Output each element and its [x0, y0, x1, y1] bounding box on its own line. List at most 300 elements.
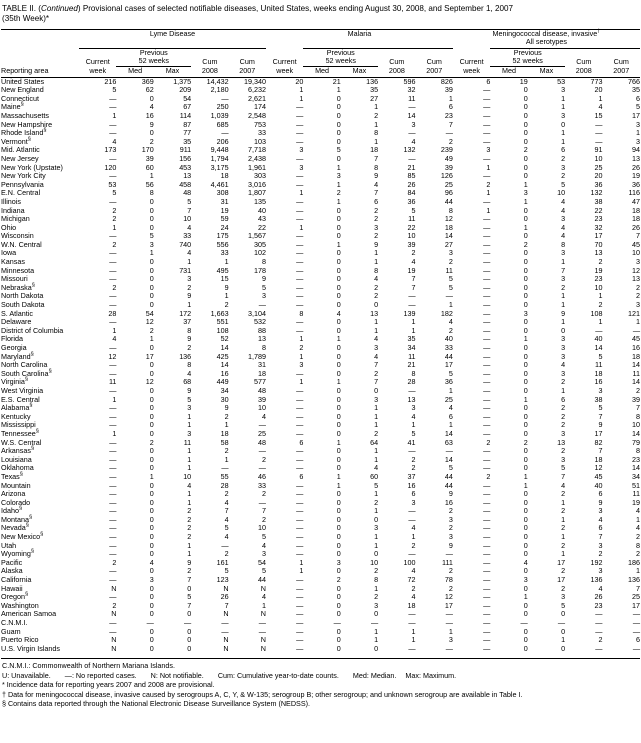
data-cell: —: [258, 497, 266, 507]
week-label-malaria: week: [276, 66, 294, 75]
data-cell: 1: [374, 454, 379, 464]
data-cell: 7: [561, 471, 566, 481]
data-cell: 2: [374, 566, 379, 576]
data-cell: 0: [336, 489, 341, 499]
data-cell: 3: [448, 514, 453, 524]
data-cell: —: [296, 411, 304, 421]
data-cell: 5: [598, 403, 603, 413]
data-cell: 7,718: [247, 145, 266, 155]
max-label-lyme: Max: [165, 66, 180, 75]
data-cell: 3: [561, 214, 566, 224]
reporting-area-header: Reporting area: [1, 66, 49, 75]
data-cell: 2: [187, 523, 192, 533]
data-cell: 3: [261, 291, 266, 301]
data-cell: 4: [149, 557, 154, 567]
data-cell: 136: [179, 351, 192, 361]
data-cell: 2: [486, 437, 491, 447]
data-cell: 0: [523, 549, 528, 559]
table-row: [1, 95, 640, 104]
data-cell: 0: [149, 549, 154, 559]
data-cell: —: [109, 454, 117, 464]
data-cell: 37: [407, 471, 416, 481]
data-cell: 8: [261, 343, 266, 352]
data-cell: 2: [149, 136, 154, 146]
data-cell: 1: [448, 626, 453, 636]
data-cell: —: [109, 471, 117, 481]
data-cell: 4: [448, 317, 453, 327]
data-cell: 1,794: [210, 153, 229, 163]
data-cell: 3: [374, 394, 379, 404]
data-cell: 1: [636, 566, 640, 576]
year-label-lyme-2007: 2007: [239, 66, 256, 75]
data-cell: 45: [632, 334, 640, 344]
data-cell: 1: [598, 317, 603, 327]
year-label-malaria-2008: 2008: [388, 66, 405, 75]
data-cell: 2: [561, 446, 566, 456]
data-cell: 1: [523, 480, 528, 490]
data-cell: —: [109, 274, 117, 284]
data-cell: 0: [149, 214, 154, 224]
table-row: [1, 267, 640, 276]
footnote-marker: §: [48, 368, 52, 375]
data-cell: —: [296, 291, 304, 301]
reporting-area-cell: Ohio: [1, 222, 17, 232]
data-cell: 1: [187, 497, 192, 507]
data-cell: 0: [149, 506, 154, 516]
table-row: [1, 121, 640, 130]
data-cell: —: [445, 618, 453, 627]
data-cell: 2: [636, 291, 640, 301]
data-cell: 32: [594, 222, 603, 232]
data-cell: 3: [561, 334, 566, 344]
data-cell: 0: [187, 635, 192, 645]
disease-subname-lyme: [79, 38, 266, 47]
data-cell: 1: [299, 222, 304, 232]
reporting-area-cell: United States: [1, 76, 45, 86]
data-cell: 54: [183, 93, 192, 103]
data-cell: 78: [444, 575, 453, 585]
data-cell: —: [632, 643, 640, 653]
reporting-area-cell: Alabama§: [1, 402, 33, 413]
data-cell: 70: [594, 239, 603, 249]
data-cell: 239: [440, 145, 453, 155]
data-cell: 0: [187, 626, 192, 636]
data-cell: —: [221, 463, 229, 473]
footnote-marker: §: [35, 428, 39, 435]
data-cell: 47: [632, 196, 640, 206]
data-cell: 0: [523, 385, 528, 395]
data-cell: 1: [486, 205, 491, 215]
data-cell: —: [296, 643, 304, 653]
data-cell: 17: [594, 428, 603, 438]
data-cell: 5: [411, 205, 416, 215]
data-cell: 102: [253, 248, 266, 258]
data-cell: 6: [374, 196, 379, 206]
data-cell: 3: [561, 85, 566, 95]
data-cell: 44: [444, 196, 453, 206]
data-cell: 2: [411, 583, 416, 593]
data-cell: 2: [561, 583, 566, 593]
data-cell: 0: [523, 506, 528, 516]
data-cell: 0: [336, 343, 341, 352]
year-label-malaria-2007: 2007: [426, 66, 443, 75]
data-cell: 51: [632, 480, 640, 490]
data-cell: 13: [257, 334, 266, 344]
data-cell: —: [109, 532, 117, 542]
max-label-mening: Max: [539, 66, 554, 75]
data-cell: 5: [224, 523, 229, 533]
data-cell: —: [258, 463, 266, 473]
data-cell: —: [483, 136, 491, 146]
data-cell: 2: [561, 403, 566, 413]
data-cell: 20: [594, 85, 603, 95]
data-cell: 369: [141, 76, 154, 86]
data-cell: —: [483, 557, 491, 567]
data-cell: 2: [374, 231, 379, 241]
data-cell: 4: [187, 368, 192, 378]
data-cell: 7: [448, 119, 453, 129]
data-cell: 2: [561, 489, 566, 499]
data-cell: 0: [336, 446, 341, 456]
cum-label-mening-2007: Cum: [613, 56, 629, 66]
data-cell: 79: [632, 437, 640, 447]
data-cell: 425: [216, 351, 229, 361]
data-cell: 1: [112, 110, 117, 120]
table-row: [1, 438, 640, 447]
table-row: [1, 628, 640, 637]
data-cell: 10: [183, 214, 192, 224]
data-cell: 0: [336, 592, 341, 602]
data-cell: 1: [448, 300, 453, 310]
data-cell: 3: [598, 540, 603, 550]
table-row: [1, 430, 640, 439]
data-cell: 85: [407, 171, 416, 181]
data-cell: 308: [216, 188, 229, 198]
data-cell: 2: [149, 437, 154, 447]
table-row: [1, 619, 640, 628]
data-cell: 52: [220, 334, 229, 344]
table-row: [1, 258, 640, 267]
data-cell: 1: [149, 334, 154, 344]
data-cell: 0: [336, 153, 341, 163]
data-cell: 0: [336, 523, 341, 533]
data-cell: —: [595, 325, 603, 335]
table-row: [1, 249, 640, 258]
data-cell: 2: [374, 110, 379, 120]
data-cell: 17: [557, 557, 566, 567]
data-cell: 7: [261, 506, 266, 516]
data-cell: —: [296, 153, 304, 163]
data-cell: 5: [636, 102, 640, 112]
legend-no-reported: —: No reported cases.: [64, 670, 137, 680]
data-cell: —: [483, 128, 491, 138]
data-cell: 1: [411, 420, 416, 430]
data-cell: 136: [366, 76, 379, 86]
data-cell: 28: [108, 308, 117, 318]
data-cell: 2: [149, 325, 154, 335]
reporting-area-cell: Alaska: [1, 566, 23, 576]
table-row: [1, 567, 640, 576]
reporting-area-cell: Michigan: [1, 214, 30, 224]
data-cell: 100: [403, 557, 416, 567]
data-cell: 4: [187, 222, 192, 232]
data-cell: 0: [523, 119, 528, 129]
data-cell: 84: [407, 188, 416, 198]
data-cell: 1: [112, 222, 117, 232]
data-cell: 911: [179, 145, 192, 155]
data-cell: 123: [216, 575, 229, 585]
table-row: [1, 370, 640, 379]
data-cell: N: [260, 643, 266, 653]
reporting-area-cell: Illinois: [1, 196, 21, 206]
data-cell: 2: [112, 282, 117, 292]
data-cell: 2: [448, 566, 453, 576]
data-cell: 18: [407, 600, 416, 610]
data-cell: —: [483, 592, 491, 602]
data-cell: 4: [261, 411, 266, 421]
data-cell: —: [483, 317, 491, 327]
data-cell: 0: [149, 463, 154, 473]
data-cell: 62: [145, 85, 154, 95]
data-cell: 0: [187, 583, 192, 593]
data-cell: 2: [561, 377, 566, 387]
data-cell: 0: [336, 385, 341, 395]
data-cell: 0: [523, 291, 528, 301]
data-cell: —: [632, 626, 640, 636]
data-cell: 4: [561, 360, 566, 370]
data-cell: 0: [523, 248, 528, 258]
data-cell: 4: [411, 592, 416, 602]
data-cell: 0: [523, 171, 528, 181]
reporting-area-cell: Massachusetts: [1, 110, 49, 120]
data-cell: 5: [561, 179, 566, 189]
legend-med: Med: Median.: [352, 670, 397, 680]
data-cell: 3: [561, 454, 566, 464]
data-cell: 1: [374, 626, 379, 636]
data-cell: 0: [336, 506, 341, 516]
reporting-area-cell: Mid. Atlantic: [1, 145, 40, 155]
data-cell: 5: [336, 145, 341, 155]
data-cell: —: [483, 239, 491, 249]
reporting-area-cell: New York (Upstate): [1, 162, 63, 172]
data-cell: —: [296, 110, 304, 120]
data-cell: 14: [632, 428, 640, 438]
data-cell: 5: [187, 394, 192, 404]
week-label-lyme: week: [89, 66, 107, 75]
data-cell: —: [296, 325, 304, 335]
data-cell: 1: [187, 257, 192, 267]
data-cell: 5: [187, 196, 192, 206]
data-cell: 0: [149, 420, 154, 430]
data-cell: 2: [561, 523, 566, 533]
data-cell: —: [445, 446, 453, 456]
data-cell: 35: [407, 334, 416, 344]
data-cell: 5: [261, 532, 266, 542]
data-cell: 108: [590, 308, 603, 318]
data-cell: —: [483, 497, 491, 507]
data-cell: —: [520, 618, 528, 627]
data-cell: 23: [594, 600, 603, 610]
data-cell: 8: [374, 162, 379, 172]
data-cell: 1: [598, 93, 603, 103]
current-label-lyme: Current: [85, 56, 110, 66]
data-cell: 48: [257, 437, 266, 447]
reporting-area-cell: W.N. Central: [1, 239, 42, 249]
data-cell: 0: [336, 420, 341, 430]
data-cell: 1: [374, 317, 379, 327]
data-cell: 23: [632, 454, 640, 464]
data-cell: —: [483, 110, 491, 120]
data-cell: 14: [444, 231, 453, 241]
data-cell: 1: [374, 635, 379, 645]
data-cell: 22: [407, 222, 416, 232]
footnote-dagger: † Data for meningococcal disease, invasive caused by serogroups A, C, Y, & W-135; serogroup B; other serogroup; and unknown serogroup are available in Table I.: [2, 689, 523, 699]
data-cell: —: [595, 128, 603, 138]
data-cell: 39: [444, 85, 453, 95]
data-cell: 18: [594, 454, 603, 464]
data-cell: 36: [444, 377, 453, 387]
data-cell: —: [408, 102, 416, 112]
disease-label-lyme: Lyme Disease: [149, 28, 196, 38]
data-cell: 2: [187, 532, 192, 542]
data-cell: 7: [187, 205, 192, 215]
data-cell: —: [258, 626, 266, 636]
table-row: [1, 421, 640, 430]
table-row: [1, 387, 640, 396]
title-text-post: ) Provisional cases of selected notifiable diseases, United States, weeks ending August 30, 2008, and September 1, 2007: [77, 4, 513, 13]
data-cell: 1: [187, 549, 192, 559]
data-cell: 2: [561, 540, 566, 550]
data-cell: —: [296, 635, 304, 645]
data-cell: 8: [561, 239, 566, 249]
data-cell: 0: [523, 643, 528, 653]
table-row: [1, 292, 640, 301]
data-cell: —: [296, 128, 304, 138]
data-cell: 2: [112, 600, 117, 610]
data-cell: 121: [628, 308, 640, 318]
data-cell: —: [483, 463, 491, 473]
data-cell: 0: [149, 128, 154, 138]
data-cell: 4: [411, 136, 416, 146]
data-cell: 12: [444, 592, 453, 602]
data-cell: 1,567: [247, 231, 266, 241]
data-cell: 3: [561, 351, 566, 361]
data-cell: 2: [374, 282, 379, 292]
data-cell: 25: [257, 428, 266, 438]
data-cell: 24: [220, 222, 229, 232]
data-cell: 4: [636, 506, 640, 516]
data-cell: 0: [523, 566, 528, 576]
data-cell: 5: [112, 85, 117, 95]
med-label-malaria: Med: [315, 66, 330, 75]
table-row: [1, 456, 640, 465]
data-cell: —: [296, 592, 304, 602]
data-cell: 0: [523, 523, 528, 533]
reporting-area-cell: Wyoming§: [1, 548, 35, 559]
data-cell: 3: [187, 274, 192, 284]
table-row: [1, 215, 640, 224]
data-cell: 1: [374, 257, 379, 267]
table-row: [1, 344, 640, 353]
data-cell: 60: [370, 471, 379, 481]
data-cell: —: [146, 618, 154, 627]
data-cell: 26: [594, 592, 603, 602]
data-cell: —: [483, 325, 491, 335]
disease-label-meningococcal: Meningococcal disease, invasive: [492, 28, 598, 38]
data-cell: 826: [440, 76, 453, 86]
data-cell: 0: [523, 420, 528, 430]
data-cell: 0: [336, 428, 341, 438]
data-cell: 0: [336, 93, 341, 103]
data-cell: 91: [594, 145, 603, 155]
data-cell: 1: [486, 162, 491, 172]
data-cell: 39: [407, 239, 416, 249]
data-cell: 18: [444, 222, 453, 232]
data-cell: 18: [632, 351, 640, 361]
table-row: [1, 602, 640, 611]
data-cell: 6: [598, 489, 603, 499]
data-cell: 4: [374, 179, 379, 189]
data-cell: —: [483, 600, 491, 610]
reporting-area-cell: Kentucky: [1, 411, 31, 421]
data-cell: 1: [523, 196, 528, 206]
title-text-pre: TABLE II. (: [2, 4, 41, 13]
data-cell: —: [483, 618, 491, 627]
spacer-cell-2: [1, 38, 79, 47]
data-cell: 0: [336, 532, 341, 542]
data-cell: 9: [224, 403, 229, 413]
data-cell: 3: [636, 300, 640, 310]
data-cell: 10: [370, 557, 379, 567]
data-cell: —: [109, 523, 117, 533]
data-cell: 182: [440, 308, 453, 318]
footnote-marker: §: [30, 548, 35, 555]
data-cell: 2: [411, 540, 416, 550]
data-cell: —: [109, 343, 117, 352]
reporting-area-cell: Maine§: [1, 101, 24, 112]
data-cell: 0: [336, 626, 341, 636]
data-cell: 2: [561, 171, 566, 181]
data-cell: 0: [523, 300, 528, 310]
data-cell: 0: [149, 600, 154, 610]
data-cell: 4: [224, 514, 229, 524]
data-cell: 25: [632, 592, 640, 602]
data-cell: —: [296, 368, 304, 378]
table-row: [1, 353, 640, 362]
data-cell: —: [408, 643, 416, 653]
data-cell: 39: [145, 153, 154, 163]
table-row: [1, 206, 640, 215]
data-cell: —: [483, 454, 491, 464]
data-cell: 1: [374, 532, 379, 542]
data-cell: 7: [598, 532, 603, 542]
data-cell: 1: [299, 188, 304, 198]
table-row: [1, 181, 640, 190]
reporting-area-cell: Missouri: [1, 274, 28, 284]
data-cell: 4: [261, 540, 266, 550]
data-cell: —: [296, 274, 304, 284]
data-cell: 9: [149, 119, 154, 129]
cum-label-malaria-2008: Cum: [389, 56, 405, 66]
reporting-area-cell: Montana§: [1, 514, 33, 524]
reporting-area-cell: Delaware: [1, 317, 32, 327]
table-row: [1, 585, 640, 594]
data-cell: 3: [636, 257, 640, 267]
data-cell: —: [109, 403, 117, 413]
data-cell: 10: [594, 153, 603, 163]
data-cell: 111: [441, 557, 453, 567]
data-cell: 21: [407, 162, 416, 172]
